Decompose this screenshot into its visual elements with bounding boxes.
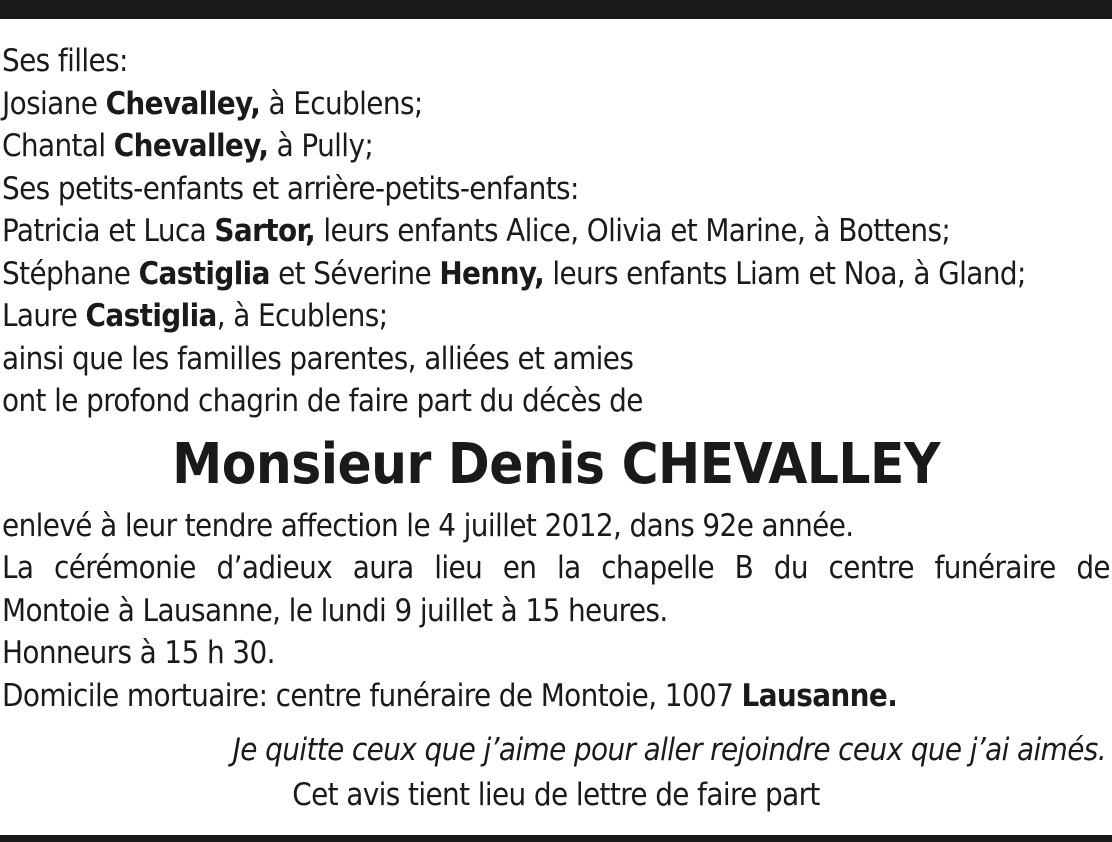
top-rule (0, 0, 1112, 19)
announcement-text: ont le profond chagrin de faire part du décès de (2, 383, 643, 419)
daughter-2-first: Chantal (2, 128, 114, 164)
announcement-line (2, 380, 1110, 423)
grandchild-2-first: Stéphane (2, 255, 139, 292)
grandchildren-heading (2, 168, 1110, 211)
grandchild-2-mid: et Séverine (269, 255, 440, 292)
daughter-line-2 (2, 125, 1110, 168)
grandchild-1-surname: Sartor, (214, 213, 316, 249)
grandchild-line-2 (2, 253, 1110, 296)
grandchildren-heading-text: Ses petits-enfants et arrière-petits-enfants: (2, 170, 579, 207)
death-notice (2, 40, 1110, 816)
ceremony-text-2: Montoie à Lausanne, le lundi 9 juillet à 15 heures. (2, 592, 668, 629)
daughter-line-1 (2, 83, 1110, 126)
grandchild-2-surname-2: Henny, (439, 255, 545, 292)
daughters-heading (2, 40, 1110, 83)
grandchild-1-first: Patricia et Luca (2, 213, 215, 249)
grandchild-2-surname-1: Castiglia (138, 255, 270, 292)
relatives-text: ainsi que les familles parentes, alliées et amies (2, 340, 634, 377)
taken-text: enlevé à leur tendre affection le 4 juillet 2012, dans 92e année. (2, 507, 854, 544)
domicile-city: Lausanne. (741, 677, 898, 714)
ceremony-line-2 (2, 590, 1110, 633)
grandchild-2-rest: leurs enfants Liam et Noa, à Gland; (544, 255, 1026, 292)
daughter-1-first: Josiane (2, 85, 106, 122)
domicile-line (2, 675, 1110, 718)
bottom-rule (0, 835, 1112, 842)
daughter-1-place: à Ecublens; (260, 85, 423, 122)
deceased-name: Monsieur Denis CHEVALLEY (172, 431, 940, 497)
grandchild-line-3 (2, 295, 1110, 338)
relatives-line (2, 338, 1110, 381)
grandchild-1-rest: leurs enfants Alice, Olivia et Marine, à Bottens; (315, 213, 951, 249)
ceremony-line-1: La cérémonie d’adieux aura lieu en la chapelle B du centre funéraire de (2, 550, 1110, 586)
daughter-2-surname: Chevalley, (113, 128, 269, 164)
footer-note: Cet avis tient lieu de lettre de faire part (292, 776, 820, 813)
domicile-text: Domicile mortuaire: centre funéraire de Montoie, 1007 (2, 677, 742, 714)
taken-line (2, 505, 1110, 548)
farewell-quote: Je quitte ceux que j’aime pour aller rejoindre ceux que j’ai aimés. (232, 732, 1106, 768)
daughter-2-place: à Pully; (268, 128, 374, 164)
daughters-heading-text: Ses filles: (2, 43, 128, 79)
grandchild-line-1 (2, 210, 1110, 253)
grandchild-3-first: Laure (2, 298, 86, 334)
grandchild-3-surname: Castiglia (85, 298, 217, 334)
honours-text: Honneurs à 15 h 30. (2, 635, 275, 671)
honours-line (2, 632, 1110, 675)
daughter-1-surname: Chevalley, (105, 85, 261, 122)
grandchild-3-rest: , à Ecublens; (216, 298, 388, 334)
